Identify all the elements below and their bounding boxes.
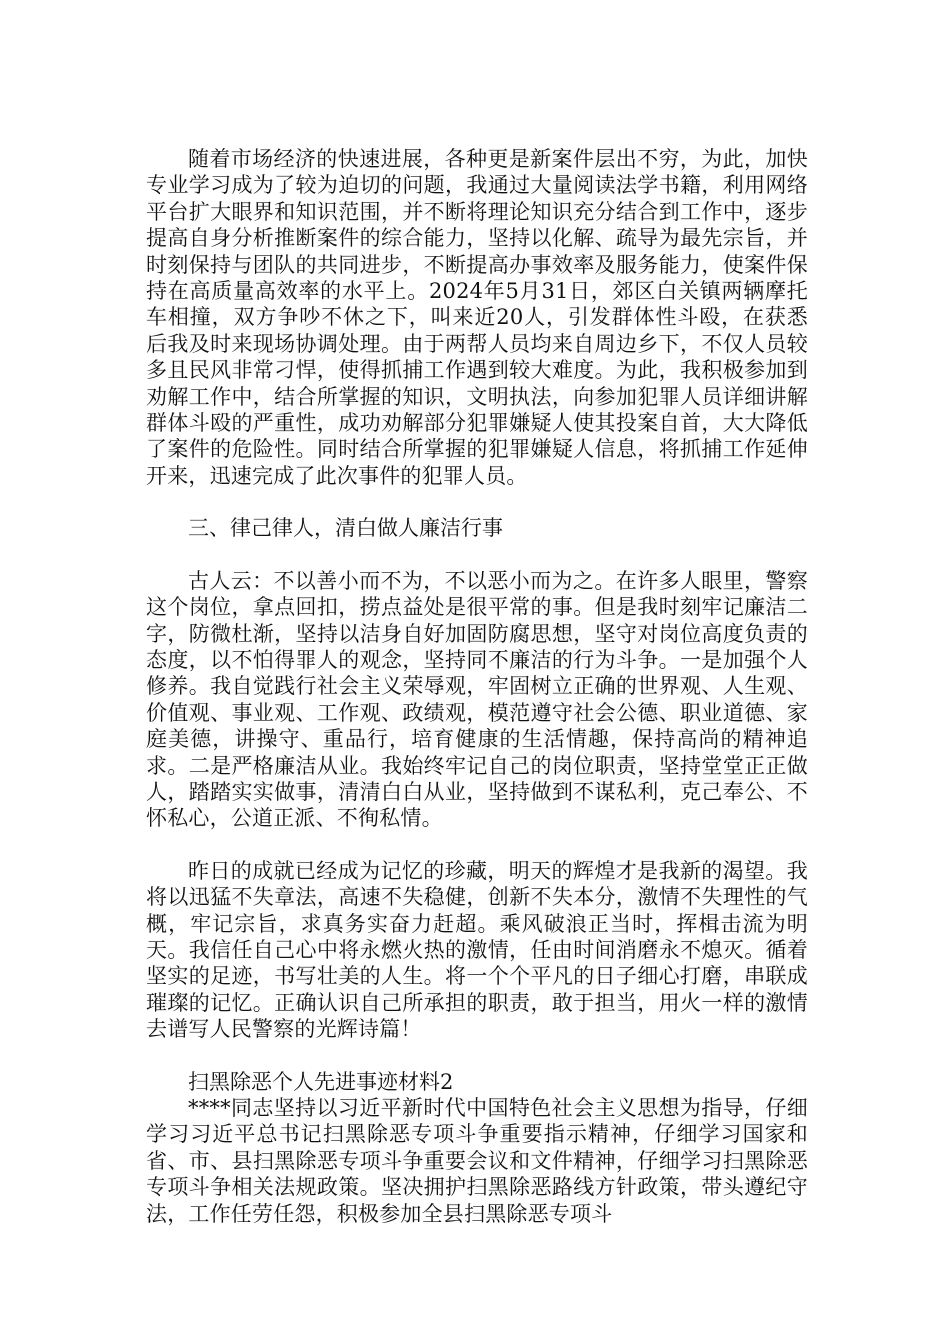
paragraph-integrity: 古人云：不以善小而不为，不以恶小而为之。在许多人眼里，警察这个岗位，拿点回扣，捞点益处是很平常的事。但是我时刻牢记廉洁二字，防微杜渐，坚持以洁身自好加固防腐思想，坚守对岗位高度负责的态度，以不怕得罪人的观念，坚持同不廉洁的行为斗争。一是加强个人修养。我自觉践行社会主义荣辱观，牢固树立正确的世界观、人生观、价值观、事业观、工作观、政绩观，模范遵守社会公德、职业道德、家庭美德，讲操守、重品行，培育健康的生活情趣，保持高尚的精神追求。二是严格廉洁从业。我始终牢记自己的岗位职责，坚持堂堂正正做人，踏踏实实做事，清清白白从业，坚持做到不谋私利，克己奉公、不怀私心，公道正派、不徇私情。 [146,568,808,831]
paragraph-spacer [146,1043,808,1069]
paragraph-outlook: 昨日的成就已经成为记忆的珍藏，明天的辉煌才是我新的渴望。我将以迅猛不失章法，高速不失稳健，创新不失本分，激情不失理性的气概，牢记宗旨，求真务实奋力赶超。乘风破浪正当时，挥楫击流为明天。我信任自己心中将永燃火热的激情，任由时间消磨永不熄灭。循着坚实的足迹，书写壮美的人生。将一个个平凡的日子细心打磨，串联成璀璨的记忆。正确认识自己所承担的职责，敢于担当，用火一样的激情去谱写人民警察的光辉诗篇！ [146,858,808,1042]
paragraph-spacer [146,489,808,515]
paragraph-spacer [146,832,808,858]
document-subtitle: 扫黑除恶个人先进事迹材料2 [188,1069,454,1094]
paragraph-case-handling: 随着市场经济的快速进展，各种更是新案件层出不穷，为此，加快专业学习成为了较为迫切的问题，我通过大量阅读法学书籍，利用网络平台扩大眼界和知识范围，并不断将理论知识充分结合到工作中，逐步提高自身分析推断案件的综合能力，坚持以化解、疏导为最先宗旨，并时刻保持与团队的共同进步，不断提高办事效率及服务能力，使案件保持在高质量高效率的水平上。2024年5月31日，郊区白关镇两辆摩托车相撞，双方争吵不休之下，叫来近20人，引发群体性斗殴，在获悉后我及时来现场协调处理。由于两帮人员均来自周边乡下，不仅人员较多且民风非常刁悍，使得抓捕工作遇到较大难度。为此，我积极参加到劝解工作中，结合所掌握的知识，文明执法，向参加犯罪人员详细讲解群体斗殴的严重性，成功劝解部分犯罪嫌疑人使其投案自首，大大降低了案件的危险性。同时结合所掌握的犯罪嫌疑人信息，将抓捕工作延伸开来，迅速完成了此次事件的犯罪人员。 [146,147,808,488]
document-body [146,146,808,1227]
section-heading-integrity: 三、律己律人，清白做人廉洁行事 [188,516,503,541]
paragraph-spacer [146,542,808,568]
paragraph-anti-crime: ****同志坚持以习近平新时代中国特色社会主义思想为指导，仔细学习习近平总书记扫黑除恶专项斗争重要指示精神，仔细学习国家和省、市、县扫黑除恶专项斗争重要会议和文件精神，仔细学习扫黑除恶专项斗争相关法规政策。坚决拥护扫黑除恶路线方针政策，带头遵纪守法，工作任劳任怨，积极参加全县扫黑除恶专项斗 [146,1096,808,1226]
